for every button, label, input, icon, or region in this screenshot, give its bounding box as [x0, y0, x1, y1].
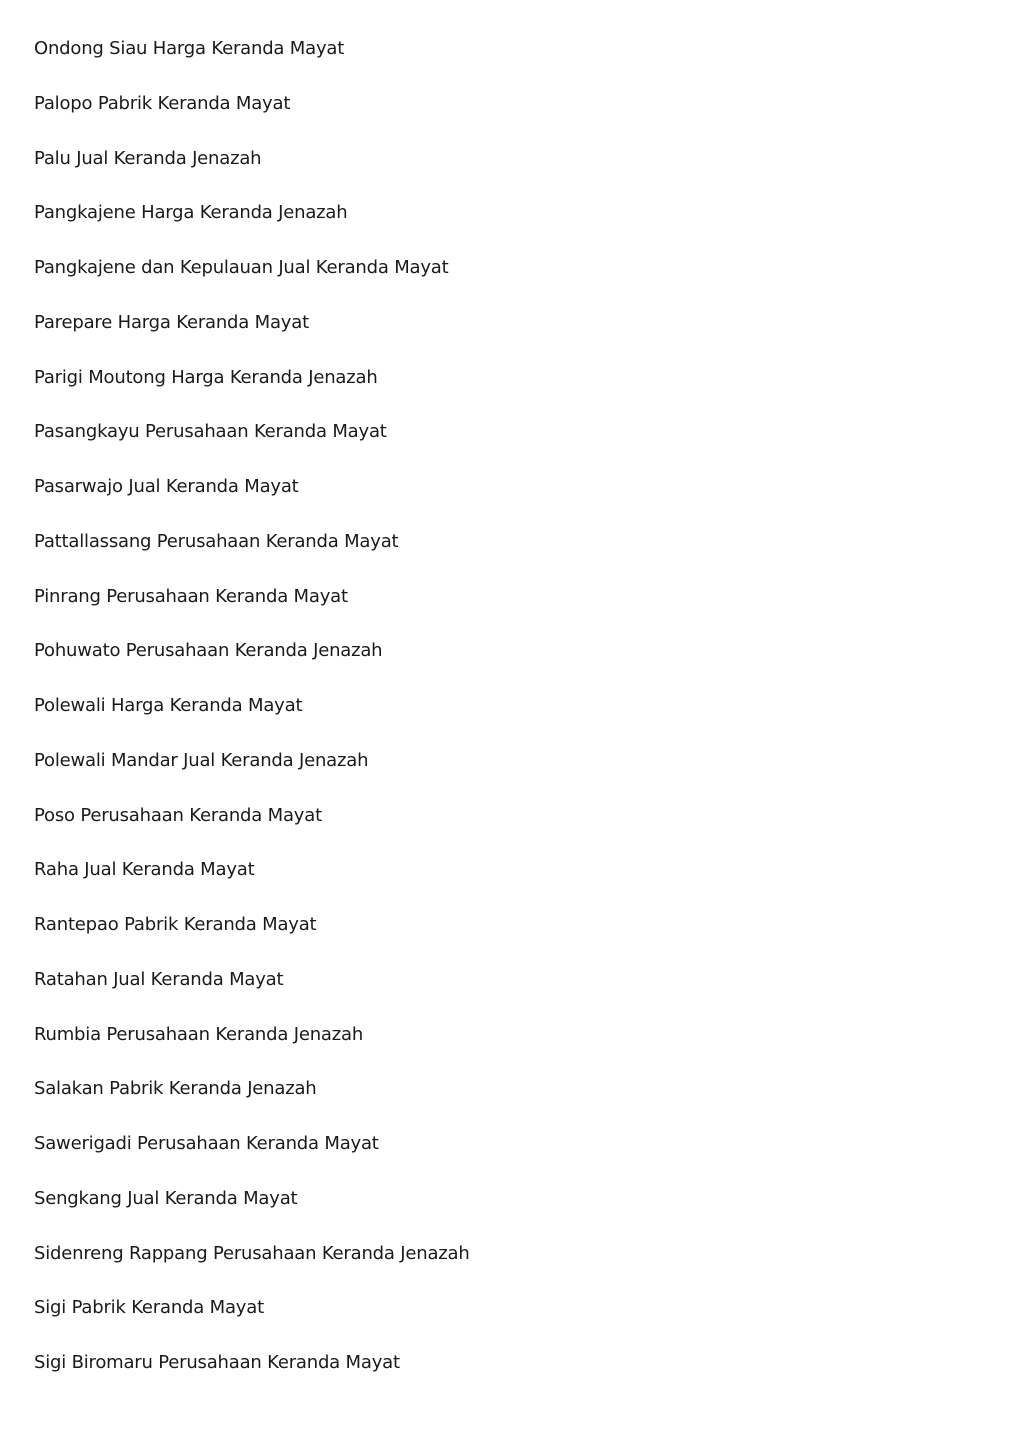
- list-item: Salakan Pabrik Keranda Jenazah: [34, 1078, 317, 1100]
- list-item: Rantepao Pabrik Keranda Mayat: [34, 914, 317, 935]
- list-item: Raha Jual Keranda Mayat: [34, 859, 255, 881]
- list-item: Palopo Pabrik Keranda Mayat: [34, 92, 291, 114]
- list-item: Rumbia Perusahaan Keranda Jenazah: [34, 1023, 364, 1045]
- list-item: Palu Jual Keranda Jenazah: [34, 147, 262, 169]
- list-item: Parigi Moutong Harga Keranda Jenazah: [34, 366, 378, 388]
- list-item: Ratahan Jual Keranda Mayat: [34, 968, 284, 990]
- list-item: Sawerigadi Perusahaan Keranda Mayat: [34, 1133, 379, 1154]
- list-item: Pasangkayu Perusahaan Keranda Mayat: [34, 421, 387, 443]
- list-item: Parepare Harga Keranda Mayat: [34, 311, 309, 333]
- list-item: Pasarwajo Jual Keranda Mayat: [34, 476, 299, 497]
- list-item: Pangkajene dan Kepulauan Jual Keranda Mayat: [34, 257, 449, 278]
- list-item: Pinrang Perusahaan Keranda Mayat: [34, 585, 348, 607]
- list-item: Sigi Biromaru Perusahaan Keranda Mayat: [34, 1352, 400, 1373]
- list-item: Sigi Pabrik Keranda Mayat: [34, 1297, 264, 1319]
- list-item: Pohuwato Perusahaan Keranda Jenazah: [34, 640, 383, 662]
- list-item: Ondong Siau Harga Keranda Mayat: [34, 38, 345, 59]
- list-item: Sidenreng Rappang Perusahaan Keranda Jenazah: [34, 1242, 470, 1264]
- list-item: Polewali Harga Keranda Mayat: [34, 695, 303, 716]
- list-item: Pangkajene Harga Keranda Jenazah: [34, 202, 348, 224]
- list-item: Pattallassang Perusahaan Keranda Mayat: [34, 530, 399, 552]
- list-item: Poso Perusahaan Keranda Mayat: [34, 804, 322, 826]
- list-item: Polewali Mandar Jual Keranda Jenazah: [34, 749, 369, 771]
- location-list: [34, 37, 934, 1406]
- list-item: Sengkang Jual Keranda Mayat: [34, 1187, 298, 1209]
